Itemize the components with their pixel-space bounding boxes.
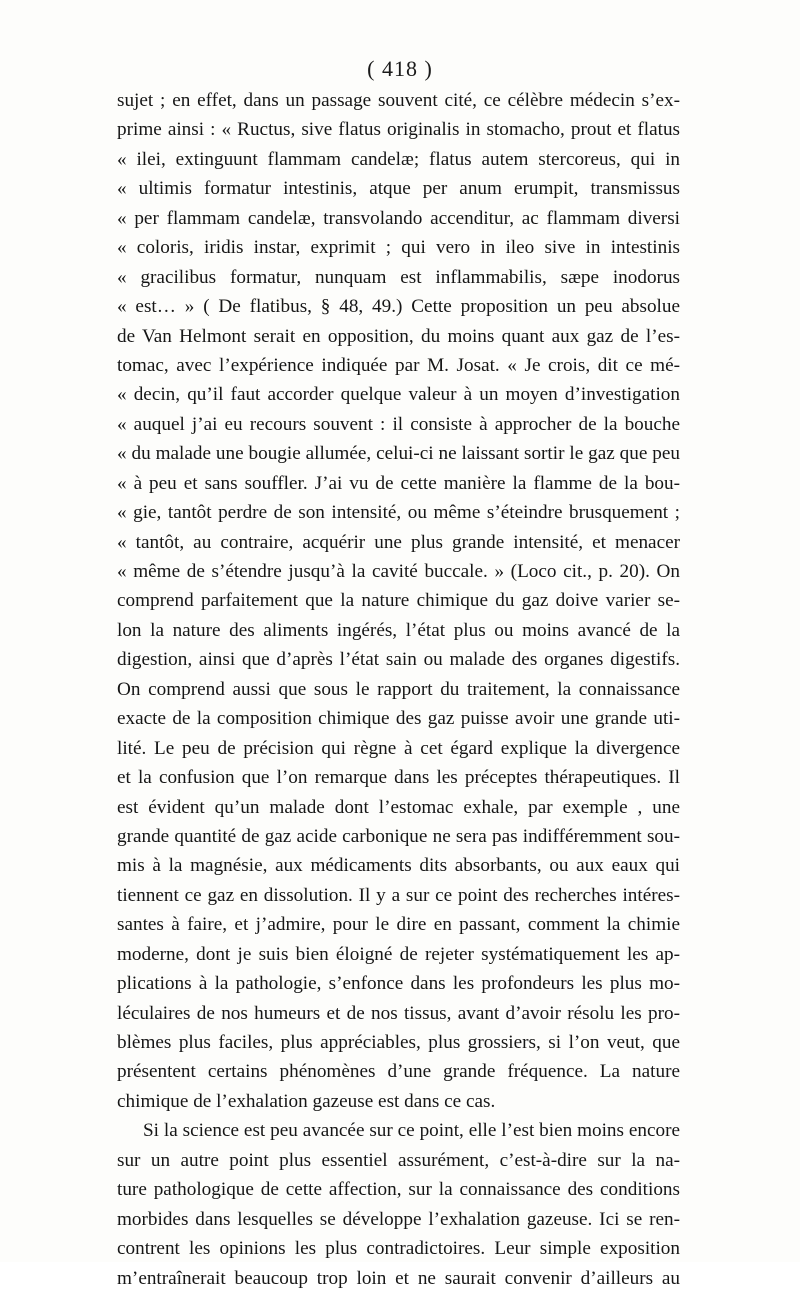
text-line: chimique de l’exhalation gazeuse est dans ce cas. [117, 1090, 496, 1112]
text-line: « auquel j’ai eu recours souvent : il consiste à approcher de la bouche [117, 413, 680, 435]
text-line: « ultimis formatur intestinis, atque per anum erumpit, transmissus [117, 178, 680, 200]
text-line: blèmes plus faciles, plus appréciables, plus grossiers, si l’on veut, que [117, 1032, 680, 1053]
text-line: « ilei, extinguunt flammam candelæ; flatus autem stercoreus, qui in [117, 148, 680, 170]
text-line: comprend parfaitement que la nature chimique du gaz doive varier se- [117, 590, 680, 612]
text-line: tiennent ce gaz en dissolution. Il y a sur ce point des recherches intéres- [117, 884, 680, 906]
text-line: « même de s’étendre jusqu’à la cavité buccale. » (Loco cit., p. 20). On [117, 561, 680, 582]
text-line: contrent les opinions les plus contradictoires. Leur simple exposition [117, 1238, 680, 1260]
text-line: « est… » ( De flatibus, § 48, 49.) Cette proposition un peu absolue [117, 296, 680, 318]
text-line: grande quantité de gaz acide carbonique ne sera pas indifféremment sou- [117, 825, 680, 847]
page-number: ( 418 ) [367, 56, 433, 81]
text-line: On comprend aussi que sous le rapport du traitement, la connaissance [117, 678, 680, 700]
text-line: tomac, avec l’expérience indiquée par M. Josat. « Je crois, dit ce mé- [117, 354, 680, 376]
text-line: santes à faire, et j’admire, pour le dire en passant, comment la chimie [117, 914, 680, 936]
text-line: sujet ; en effet, dans un passage souvent cité, ce célèbre médecin s’ex- [117, 90, 680, 111]
text-line: Si la science est peu avancée sur ce point, elle l’est bien moins encore [143, 1120, 680, 1142]
text-line: digestion, ainsi que d’après l’état sain ou malade des organes digestifs. [117, 649, 680, 671]
text-line: mis à la magnésie, aux médicaments dits absorbants, ou aux eaux qui [117, 855, 680, 877]
text-line: prime ainsi : « Ructus, sive flatus originalis in stomacho, prout et flatus [117, 119, 680, 141]
text-line: de Van Helmont serait en opposition, du moins quant aux gaz de l’es- [117, 325, 680, 347]
body-text [117, 86, 680, 1293]
text-line: plications à la pathologie, s’enfonce dans les profondeurs les plus mo- [117, 973, 680, 995]
text-line: et la confusion que l’on remarque dans les préceptes thérapeutiques. Il [117, 767, 680, 789]
text-line: « per flammam candelæ, transvolando accenditur, ac flammam diversi [117, 207, 680, 229]
text-line: « gracilibus formatur, nunquam est inflammabilis, sæpe inodorus [117, 266, 680, 288]
text-line: morbides dans lesquelles se développe l’exhalation gazeuse. Ici se ren- [117, 1208, 680, 1230]
text-line: m’entraînerait beaucoup trop loin et ne saurait convenir d’ailleurs au [117, 1267, 680, 1289]
text-line: « du malade une bougie allumée, celui-ci ne laissant sortir le gaz que peu [117, 443, 680, 465]
text-line: lité. Le peu de précision qui règne à cet égard explique la divergence [117, 737, 680, 759]
text-line: exacte de la composition chimique des gaz puisse avoir une grande uti- [117, 708, 680, 730]
text-line: « à peu et sans souffler. J’ai vu de cette manière la flamme de la bou- [117, 472, 680, 494]
text-line: lon la nature des aliments ingérés, l’état plus ou moins avancé de la [117, 619, 680, 641]
text-line: ture pathologique de cette affection, sur la connaissance des conditions [117, 1179, 680, 1201]
text-line: présentent certains phénomènes d’une grande fréquence. La nature [117, 1061, 680, 1083]
text-line: « gie, tantôt perdre de son intensité, ou même s’éteindre brusquement ; [117, 502, 680, 524]
text-line: « tantôt, au contraire, acquérir une plus grande intensité, et menacer [117, 531, 680, 553]
text-line: sur un autre point plus essentiel assurément, c’est-à-dire sur la na- [117, 1149, 680, 1171]
text-line: léculaires de nos humeurs et de nos tissus, avant d’avoir résolu les pro- [117, 1002, 680, 1024]
text-line: est évident qu’un malade dont l’estomac exhale, par exemple , une [117, 796, 680, 818]
text-line: moderne, dont je suis bien éloigné de rejeter systématiquement les ap- [117, 943, 680, 965]
text-line: « decin, qu’il faut accorder quelque valeur à un moyen d’investigation [117, 384, 680, 406]
text-line: « coloris, iridis instar, exprimit ; qui vero in ileo sive in intestinis [117, 237, 680, 259]
